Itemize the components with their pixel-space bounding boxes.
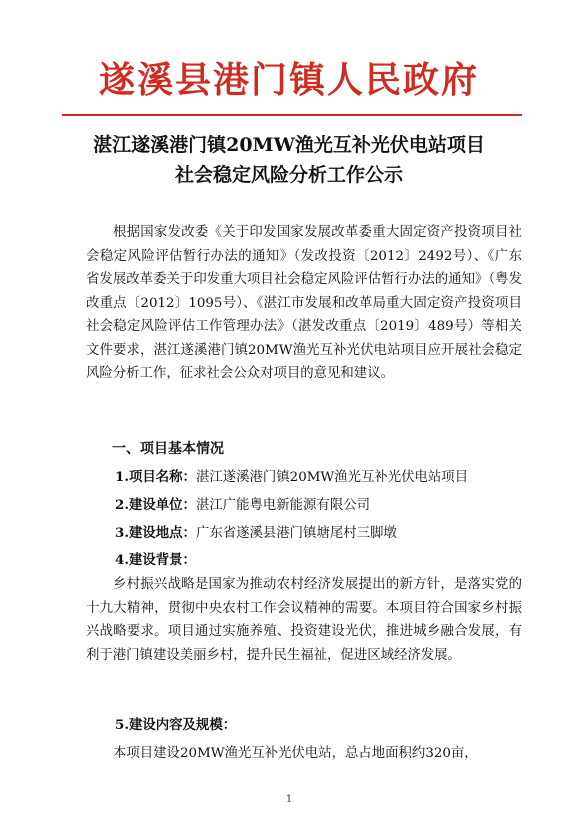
document-title-line-1: 湛江遂溪港门镇20MW渔光互补光伏电站项目 <box>93 134 485 156</box>
issuer-header: 遂溪县港门镇人民政府 <box>98 59 479 101</box>
item-content-scale <box>115 714 236 733</box>
item-label: 1.项目名称： <box>115 469 196 485</box>
item-value: 湛江遂溪港门镇20MW渔光互补光伏电站项目 <box>195 470 469 485</box>
document-title-line-2: 社会稳定风险分析工作公示 <box>174 164 403 186</box>
item-label: 3.建设地点： <box>115 525 196 541</box>
red-divider-line <box>62 114 522 116</box>
item-construction-site <box>115 522 397 541</box>
item-construction-unit <box>115 494 370 513</box>
item-label: 4.建设背景： <box>115 552 196 568</box>
section-heading-basic-info: 一、项目基本情况 <box>112 441 224 457</box>
item-label: 5.建设内容及规模： <box>115 717 237 733</box>
page-number: 1 <box>285 794 293 805</box>
item-value: 湛江广能粤电新能源有限公司 <box>195 498 371 513</box>
item-project-name <box>115 466 468 485</box>
scale-paragraph: 本项目建设20MW渔光互补光伏电站，总占地面积约320亩， <box>113 746 478 761</box>
item-value: 广东省遂溪县港门镇塘尾村三脚墩 <box>195 526 397 541</box>
item-background <box>115 549 196 568</box>
item-label: 2.建设单位： <box>115 497 196 513</box>
intro-paragraph: 根据国家发改委《关于印发国家发展改革委重大固定资产投资项目社会稳定风险评估暂行办法的通知》（发改投资〔2012〕2492号）、《广东省发展改革委关于印发重大项目社会稳定风险评估暂行办法的通知》（粤发改重点〔2012〕1095号）、《湛江市发展和改革局重大固定资产投资项目社会稳定风险评估工作管理办法》（湛发改重点〔2019〕489号）等相关文件要求，湛江遂溪港门镇20MW渔光互补光伏电站项目应开展社会稳定风险分析工作，征求社会公众对项目的意见和建议。 <box>86 225 522 381</box>
background-paragraph: 乡村振兴战略是国家为推动农村经济发展提出的新方针，是落实党的十九大精神，贯彻中央农村工作会议精神的需要。本项目符合国家乡村振兴战略要求。项目通过实施养殖、投资建设光伏，推进城乡融合发展，有利于港门镇建设美丽乡村，提升民生福祉，促进区域经济发展。 <box>86 577 522 663</box>
